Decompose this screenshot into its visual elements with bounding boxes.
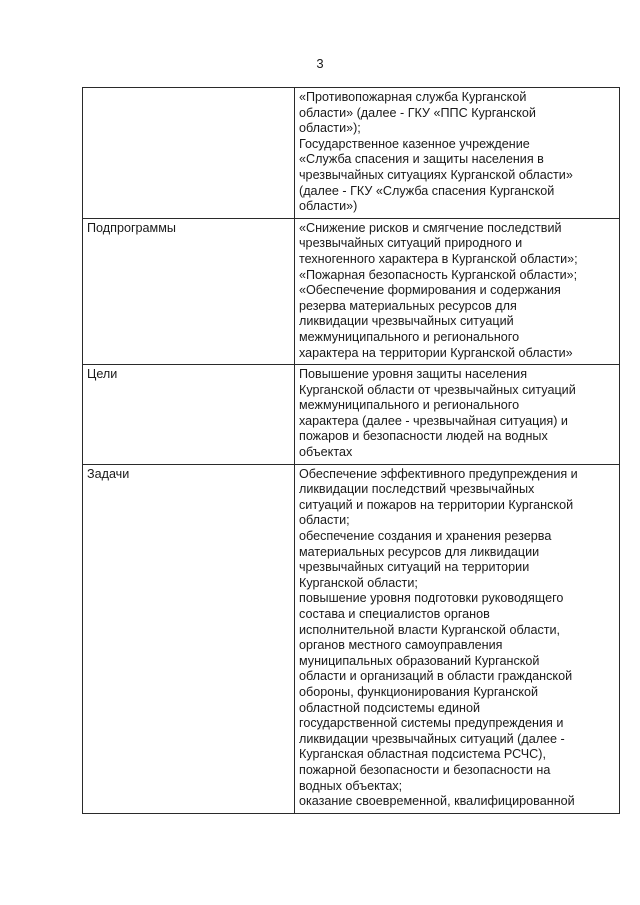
row-value-cell <box>295 464 620 813</box>
value-text-line: области и организаций в области гражданской <box>299 669 573 684</box>
row-value-cell <box>295 88 620 219</box>
value-text-line: характера на территории Курганской области» <box>299 345 573 360</box>
value-text-line: «Служба спасения и защиты населения в <box>299 152 544 167</box>
row-label: Цели <box>87 367 118 382</box>
value-text-line: объектах <box>299 445 353 460</box>
value-text-line: «Снижение рисков и смягчение последствий <box>299 220 562 235</box>
value-text-line: техногенного характера в Курганской области»; <box>299 251 578 266</box>
value-text-line: области») <box>299 199 358 214</box>
value-text-line: «Противопожарная служба Курганской <box>299 90 527 104</box>
row-label-cell <box>83 365 295 465</box>
value-text-line: материальных ресурсов для ликвидации <box>299 544 540 559</box>
row-value-cell <box>295 365 620 465</box>
value-text-line: обеспечение создания и хранения резерва <box>299 529 552 544</box>
value-text-line: ситуаций и пожаров на территории Курганской <box>299 497 574 512</box>
table-row <box>83 464 620 813</box>
value-text-line: Государственное казенное учреждение <box>299 136 530 151</box>
program-passport-table <box>82 87 620 814</box>
value-text-line: оказание своевременной, квалифицированной <box>299 794 575 809</box>
value-text-line: Курганской области; <box>299 575 418 590</box>
value-text-line: межмуниципального и регионального <box>299 398 520 413</box>
table-body <box>83 88 620 814</box>
value-text-line: резерва материальных ресурсов для <box>299 298 517 313</box>
value-text-line: муниципальных образований Курганской <box>299 653 540 668</box>
table-row <box>83 88 620 219</box>
row-label: Задачи <box>87 466 130 481</box>
value-text-line: «Обеспечение формирования и содержания <box>299 283 561 298</box>
value-text-line: области»); <box>299 121 361 136</box>
value-text-line: чрезвычайных ситуаций природного и <box>299 236 523 251</box>
row-label-cell <box>83 464 295 813</box>
value-text-line: состава и специалистов органов <box>299 607 490 621</box>
value-text-line: (далее - ГКУ «Служба спасения Курганской <box>299 183 555 198</box>
value-text-line: межмуниципального и регионального <box>299 329 520 344</box>
row-label-cell <box>83 88 295 219</box>
value-text-line: повышение уровня подготовки руководящего <box>299 591 564 606</box>
row-label-cell <box>83 218 295 364</box>
value-text-line: Повышение уровня защиты населения <box>299 367 528 382</box>
value-text-line: ликвидации чрезвычайных ситуаций (далее - <box>299 731 565 746</box>
value-text-line: водных объектах; <box>299 778 403 793</box>
value-text-line: области; <box>299 513 350 528</box>
value-text-line: органов местного самоуправления <box>299 638 503 653</box>
value-text-line: ликвидации последствий чрезвычайных <box>299 482 535 497</box>
value-text-line: характера (далее - чрезвычайная ситуация) и <box>299 413 568 428</box>
value-text-line: государственной системы предупреждения и <box>299 716 564 731</box>
value-text-line: исполнительной власти Курганской области, <box>299 622 561 637</box>
value-text-line: обороны, функционирования Курганской <box>299 684 539 699</box>
page-number: 3 <box>316 56 324 71</box>
value-text-line: ликвидации чрезвычайных ситуаций <box>299 314 514 329</box>
row-value-cell <box>295 218 620 364</box>
value-text-line: чрезвычайных ситуаций на территории <box>299 560 530 575</box>
row-label: Подпрограммы <box>87 220 176 235</box>
value-text-line: пожаров и безопасности людей на водных <box>299 429 548 444</box>
table-row <box>83 365 620 465</box>
value-text-line: Курганской области от чрезвычайных ситуаций <box>299 382 576 397</box>
value-text-line: областной подсистемы единой <box>299 700 481 715</box>
value-text-line: области» (далее - ГКУ «ППС Курганской <box>299 105 536 120</box>
value-text-line: Курганская областная подсистема РСЧС), <box>299 747 546 762</box>
table-row <box>83 218 620 364</box>
value-text-line: пожарной безопасности и безопасности на <box>299 762 551 777</box>
value-text-line: чрезвычайных ситуациях Курганской области» <box>299 167 573 182</box>
value-text-line: «Пожарная безопасность Курганской области»; <box>299 267 578 282</box>
value-text-line: Обеспечение эффективного предупреждения и <box>299 466 578 481</box>
